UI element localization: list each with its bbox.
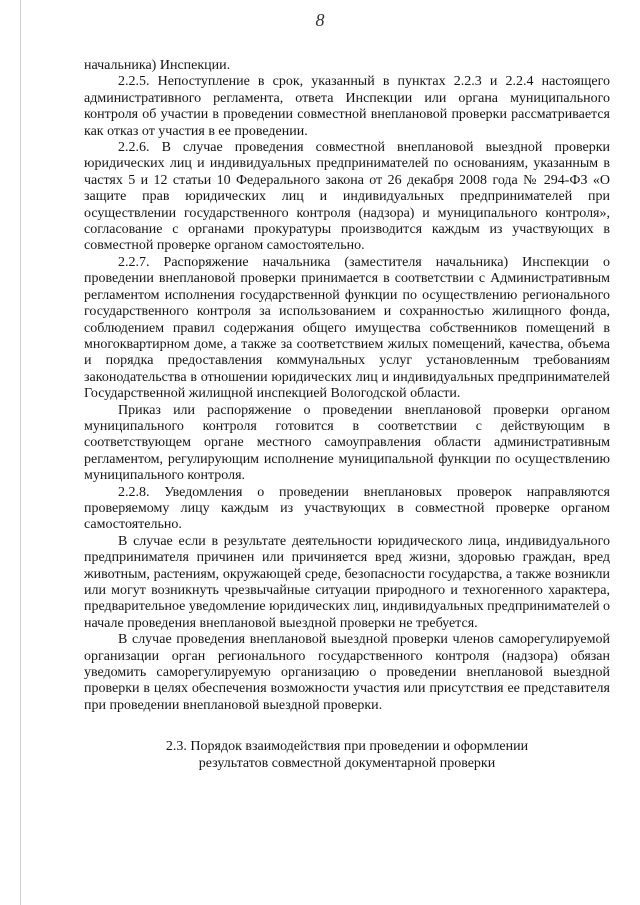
paragraph-municipal-order: Приказ или распоряжение о проведении внеплановой проверки органом муниципального контроля готовится в соответствии с действующим в соответствующем органе местного самоуправления области административным регламентом, регулирующим исполнение муниципальной функции по осуществлению муниципального контроля.: [84, 402, 610, 484]
section-heading: [84, 738, 610, 772]
paragraph-harm-case: В случае если в результате деятельности юридического лица, индивидуального предпринимателя причинен или причиняется вред жизни, здоровью граждан, вред животным, растениям, окружающей среде, безопасности государства, а также возникли или могут возникнуть чрезвычайные ситуации природного и техногенного характера, предварительное уведомление юридических лиц, индивидуальных предпринимателей о начале проведения внеплановой выездной проверки не требуется.: [84, 533, 610, 631]
section-heading-line-1: 2.3. Порядок взаимодействия при проведении и оформлении: [165, 739, 529, 755]
paragraph-2-2-5: 2.2.5. Непоступление в срок, указанный в пунктах 2.2.3 и 2.2.4 настоящего административного регламента, ответа Инспекции или органа муниципального контроля об участии в проведении совместной внеплановой проверки рассматривается как отказ от участия в ее проведении.: [84, 74, 610, 139]
section-heading-line-2: результатов совместной документарной проверки: [198, 756, 496, 772]
page-number: 8: [315, 10, 325, 30]
document-body: [84, 58, 610, 772]
paragraph-sro-case: В случае проведения внеплановой выездной проверки членов саморегулируемой организации орган регионального государственного контроля (надзора) обязан уведомить саморегулируемую организацию о проведении внеплановой выездной проверки в целях обеспечения возможности участия или присутствия ее представителя при проведении внеплановой выездной проверки.: [84, 632, 610, 713]
paragraph-continuation: начальника) Инспекции.: [84, 58, 231, 73]
paragraph-2-2-8: 2.2.8. Уведомления о проведении внеплановых проверок направляются проверяемому лицу каждым из участвующих в совместной проверке органом самостоятельно.: [84, 484, 610, 533]
page-edge: [20, 0, 21, 905]
paragraph-2-2-6: 2.2.6. В случае проведения совместной внеплановой выездной проверки юридических лиц и индивидуальных предпринимателей по основаниям, указанным в частях 5 и 12 статьи 10 Федерального закона от 26 декабря 2008 года № 294-ФЗ «О защите прав юридических лиц и индивидуальных предпринимателей при осуществлении государственного контроля (надзора) и муниципального контроля», согласование с органами прокуратуры производится каждым из участвующих в совместной проверке органом самостоятельно.: [84, 140, 610, 254]
paragraph-2-2-7: 2.2.7. Распоряжение начальника (заместителя начальника) Инспекции о проведении внеплановой проверки принимается в соответствии с Административным регламентом исполнения государственной функции по осуществлению регионального государственного контроля за использованием и сохранностью жилищного фонда, соблюдением правил содержания общего имущества собственников помещений в многоквартирном доме, а также за соответствием жилых помещений, качества, объема и порядка предоставления коммунальных услуг установленным требованиям законодательства в отношении юридических лиц и индивидуальных предпринимателей Государственной жилищной инспекцией Вологодской области.: [84, 254, 610, 402]
